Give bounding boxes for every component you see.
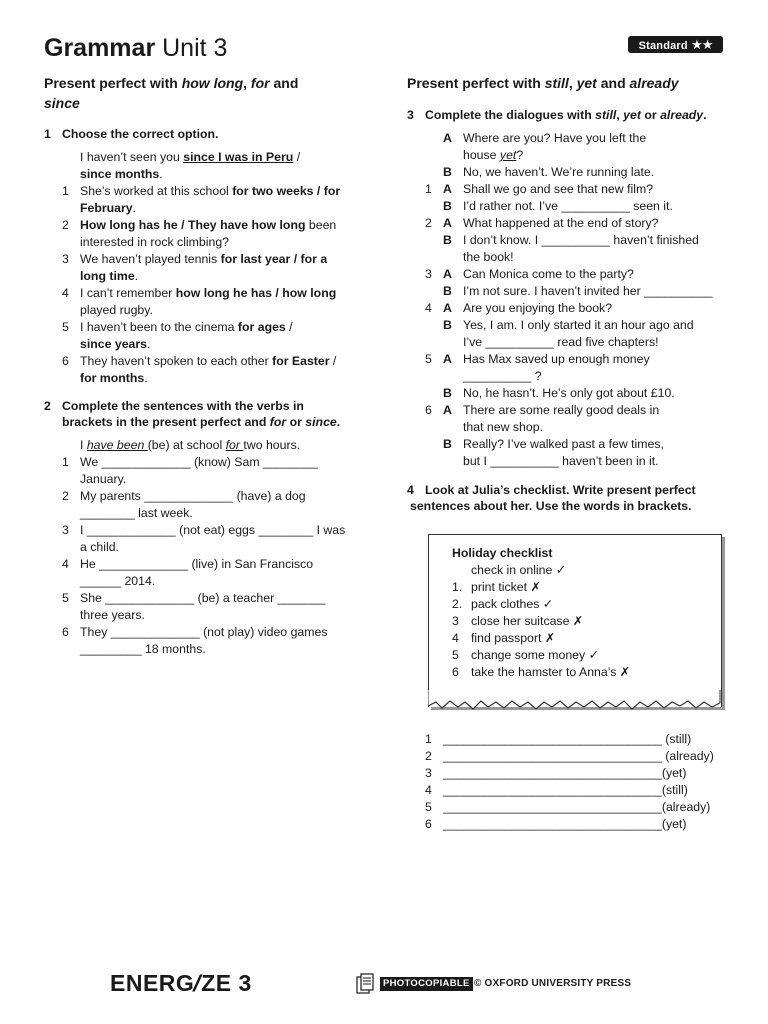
ex3-item-number: 2: [425, 216, 432, 230]
energize-logo: [110, 970, 252, 997]
checklist-number: 5: [452, 648, 459, 662]
ex1-number: 1: [44, 127, 51, 141]
ex1-item-number: 2: [62, 218, 69, 232]
title-grammar: Grammar: [44, 34, 156, 62]
ex3-speaker: A: [443, 216, 452, 230]
heading-since: since: [44, 95, 80, 111]
item-options: February: [80, 201, 133, 215]
item-options: for Easter: [272, 354, 330, 368]
item-slash: /: [285, 320, 293, 334]
ex3-dialogue-line: [463, 147, 523, 163]
heading-text: Present perfect with: [407, 75, 545, 91]
ex2-example: [80, 437, 300, 453]
ex3-speaker: B: [443, 199, 452, 213]
check-icon: ✓: [542, 597, 554, 611]
cross-icon: ✗: [544, 631, 556, 645]
ex1-item-number: 5: [62, 320, 69, 334]
ex1-item-3-line2: [80, 268, 138, 284]
example-answer: yet: [499, 148, 517, 162]
instruction-yet: yet: [623, 108, 641, 122]
answer-number: 3: [425, 766, 432, 780]
item-dot: .: [134, 269, 139, 283]
checklist-item: close her suitcase ✗: [471, 614, 584, 628]
right-section-heading: [407, 73, 679, 93]
ex3-item-number: 6: [425, 403, 432, 417]
item-dot: .: [144, 371, 148, 385]
answer-number: 5: [425, 800, 432, 814]
ex3-speaker: A: [443, 403, 452, 417]
checklist-title: Holiday checklist: [452, 546, 553, 560]
item-options: for months: [80, 371, 145, 385]
example-text: (be) at school: [147, 438, 226, 452]
instruction-since: since: [305, 415, 337, 429]
ex3-item-number: 3: [425, 267, 432, 281]
ex1-item-2-line2: interested in rock climbing?: [80, 235, 229, 249]
ex3-instruction: [425, 107, 707, 123]
ex3-dialogue-line: Where are you? Have you left the: [463, 131, 647, 145]
checklist-item: find passport ✗: [471, 631, 556, 645]
checklist-item: pack clothes ✓: [471, 597, 554, 611]
example-text: I haven’t seen you: [80, 150, 184, 164]
page-title: [44, 32, 227, 64]
heading-text: Present perfect with: [44, 75, 182, 91]
ex1-item-5-line1: [80, 319, 293, 335]
ex3-dialogue-line: There are some really good deals in: [463, 403, 660, 417]
ex1-item-2-line1: [80, 217, 336, 233]
line-text: house: [463, 148, 500, 162]
item-dot: .: [147, 337, 151, 351]
ex2-item-1-line2: January.: [80, 472, 127, 486]
ex2-item-number: 5: [62, 591, 69, 605]
ex2-item-6-line2: _________ 18 months.: [80, 642, 206, 656]
torn-edge: [428, 690, 726, 716]
example-text: two hours.: [243, 438, 301, 452]
ex1-item-4-line1: [80, 285, 336, 301]
ex3-dialogue-line: Yes, I am. I only started it an hour ago and: [463, 318, 694, 332]
check-icon: ✓: [555, 563, 567, 577]
ex3-speaker: B: [443, 284, 452, 298]
heading-still: still: [544, 75, 569, 91]
heading-and: and: [269, 75, 299, 91]
ex3-dialogue-line: Has Max saved up enough money: [463, 352, 650, 366]
ex1-item-1-line1: [80, 183, 340, 199]
ex3-speaker: A: [443, 131, 452, 145]
heading-already: already: [629, 75, 679, 91]
cross-icon: ✗: [572, 614, 584, 628]
publisher-credit: © OXFORD UNIVERSITY PRESS: [474, 978, 632, 989]
ex3-dialogue-line: I’d rather not. I’ve __________ seen it.: [463, 199, 673, 213]
checklist-number: 4: [452, 631, 459, 645]
ex3-speaker: A: [443, 267, 452, 281]
item-dot: .: [132, 201, 137, 215]
example-answer: for: [225, 438, 244, 452]
instruction-text: Complete the dialogues with: [425, 108, 596, 122]
instruction-for: for: [269, 415, 287, 429]
item-slash: /: [329, 354, 337, 368]
ex3-dialogue-line: What happened at the end of story?: [463, 216, 659, 230]
ex2-number: 2: [44, 399, 51, 413]
ex3-dialogue-line: I’ve __________ read five chapters!: [463, 335, 659, 349]
item-options: how long he has / how long: [175, 286, 337, 300]
checklist-item: print ticket ✗: [471, 580, 541, 594]
instruction-already: already: [660, 108, 704, 122]
ex2-item-3-line2: a child.: [80, 540, 119, 554]
item-text: I haven’t been to the cinema: [80, 320, 238, 334]
ex1-example-line2: [80, 166, 163, 182]
instruction-dot: .: [703, 108, 707, 122]
example-dot: .: [159, 167, 163, 181]
ex3-speaker: B: [443, 437, 452, 451]
example-option-correct: since I was in Peru: [183, 150, 294, 164]
heading-and: and: [596, 75, 630, 91]
cross-icon: ✗: [530, 580, 541, 594]
ex3-dialogue-line: No, we haven’t. We’re running late.: [463, 165, 655, 179]
item-text: been: [305, 218, 337, 232]
instruction-or: or: [640, 108, 661, 122]
ex3-dialogue-line: Shall we go and see that new film?: [463, 182, 654, 196]
checklist-item: check in online ✓: [471, 563, 567, 577]
level-badge: [628, 36, 723, 53]
ex1-example-line1: [80, 149, 300, 165]
answer-number: 4: [425, 783, 432, 797]
ex2-item-4-line2: ______ 2014.: [80, 574, 156, 588]
ex2-item-4-line1: He _____________ (live) in San Francisco: [80, 557, 314, 571]
ex4-number: 4: [407, 483, 414, 497]
heading-how-long: how long: [181, 75, 244, 91]
ex3-speaker: B: [443, 386, 452, 400]
answer-number: 6: [425, 817, 432, 831]
heading-for: for: [250, 75, 270, 91]
checklist-number: 1.: [452, 580, 463, 594]
instruction-or: or: [286, 415, 306, 429]
ex3-speaker: A: [443, 352, 452, 366]
ex3-dialogue-line: I don’t know. I __________ haven’t finished: [463, 233, 699, 247]
ex3-item-number: 5: [425, 352, 432, 366]
ex3-speaker: B: [443, 165, 452, 179]
ex1-item-number: 4: [62, 286, 69, 300]
ex3-dialogue-line: Are you enjoying the book?: [463, 301, 613, 315]
ex1-item-number: 1: [62, 184, 69, 198]
ex1-item-5-line2: [80, 336, 150, 352]
answer-line[interactable]: ________________________________(yet): [443, 817, 687, 831]
ex3-item-number: 1: [425, 182, 432, 196]
ex3-speaker: B: [443, 233, 452, 247]
checklist-item: take the hamster to Anna’s ✗: [471, 665, 631, 679]
checklist-number: 3: [452, 614, 459, 628]
ex3-dialogue-line: but I __________ haven’t been in it.: [463, 454, 659, 468]
ex2-item-number: 1: [62, 455, 69, 469]
answer-number: 2: [425, 749, 432, 763]
ex3-speaker: A: [443, 301, 452, 315]
item-text: I can’t remember: [80, 286, 176, 300]
ex1-instruction: Choose the correct option.: [62, 127, 219, 141]
ex2-item-number: 2: [62, 489, 69, 503]
photocopiable-label: PHOTOCOPIABLE: [380, 977, 473, 991]
example-slash: /: [293, 150, 301, 164]
cross-icon: ✗: [619, 665, 631, 679]
ex1-item-6-line1: [80, 353, 336, 369]
ex1-item-1-line2: [80, 200, 136, 216]
ex3-dialogue-line: Can Monica come to the party?: [463, 267, 634, 281]
example-answer: have been: [86, 438, 148, 452]
ex3-item-number: 4: [425, 301, 432, 315]
ex2-instruction-line1: Complete the sentences with the verbs in: [62, 399, 304, 413]
ex2-item-2-line2: ________ last week.: [80, 506, 193, 520]
checklist-number: 2.: [452, 597, 463, 611]
ex2-instruction-line2: [62, 414, 340, 430]
photocopy-icon: [356, 973, 376, 995]
answer-line[interactable]: ________________________________(yet): [443, 766, 687, 780]
answer-line[interactable]: ________________________________(still): [443, 783, 688, 797]
ex1-item-6-line2: [80, 370, 148, 386]
item-options: How long has he / They have how long: [80, 218, 306, 232]
example-option: since months: [80, 167, 160, 181]
logo-part: ENERG: [110, 970, 195, 996]
answer-line[interactable]: ________________________________ (still): [443, 732, 692, 746]
ex3-dialogue-line: I’m not sure. I haven’t invited her __________: [463, 284, 713, 298]
instruction-still: still: [595, 108, 617, 122]
logo-part: ZE 3: [201, 970, 252, 996]
ex2-item-number: 4: [62, 557, 69, 571]
ex2-item-6-line1: They _____________ (not play) video games: [80, 625, 328, 639]
star-icon: ★★: [691, 37, 713, 52]
ex3-dialogue-line: the book!: [463, 250, 514, 264]
ex3-dialogue-line: that new shop.: [463, 420, 543, 434]
line-text: ?: [516, 148, 524, 162]
heading-yet: yet: [576, 75, 597, 91]
item-text: She’s worked at this school: [80, 184, 233, 198]
ex2-item-1-line1: We _____________ (know) Sam ________: [80, 455, 318, 469]
heading-comma: ,: [243, 75, 251, 91]
ex3-dialogue-line: No, he hasn’t. He’s only got about £10.: [463, 386, 675, 400]
item-text: We haven’t played tennis: [80, 252, 221, 266]
instruction-comma: ,: [616, 108, 624, 122]
ex1-item-number: 6: [62, 354, 69, 368]
answer-number: 1: [425, 732, 432, 746]
answer-line[interactable]: ________________________________ (already): [443, 749, 714, 763]
logo-slash: /: [190, 970, 205, 996]
item-options: for ages: [237, 320, 286, 334]
ex4-instruction-line1: Look at Julia’s checklist. Write present perfect: [425, 483, 696, 497]
checklist-number: 6: [452, 665, 459, 679]
instruction-dot: .: [336, 415, 341, 429]
ex2-item-number: 3: [62, 523, 69, 537]
ex2-item-5-line1: She _____________ (be) a teacher _______: [80, 591, 326, 605]
ex1-item-4-line2: played rugby.: [80, 303, 153, 317]
item-options: for last year / for a: [220, 252, 328, 266]
heading-comma: ,: [568, 75, 577, 91]
ex2-item-5-line2: three years.: [80, 608, 145, 622]
ex3-speaker: B: [443, 318, 452, 332]
ex2-item-2-line1: My parents _____________ (have) a dog: [80, 489, 306, 503]
ex3-number: 3: [407, 108, 414, 122]
ex3-speaker: A: [443, 182, 452, 196]
ex2-item-3-line1: I _____________ (not eat) eggs ________ I was: [80, 523, 346, 537]
badge-label: Standard: [638, 40, 688, 52]
ex1-item-number: 3: [62, 252, 69, 266]
item-options: for two weeks / for: [232, 184, 341, 198]
ex2-item-number: 6: [62, 625, 69, 639]
left-section-heading: [44, 73, 298, 93]
answer-line[interactable]: ________________________________(already): [443, 800, 711, 814]
example-text: I: [80, 438, 87, 452]
ex1-item-3-line1: [80, 251, 327, 267]
instruction-text: brackets in the present perfect and: [62, 415, 270, 429]
ex4-instruction-line2: sentences about her. Use the words in brackets.: [410, 499, 692, 513]
checklist-item: change some money ✓: [471, 648, 599, 662]
check-icon: ✓: [588, 648, 599, 662]
item-text: They haven’t spoken to each other: [80, 354, 273, 368]
item-options: since years: [80, 337, 148, 351]
ex3-dialogue-line: __________ ?: [463, 369, 542, 383]
item-options: long time: [80, 269, 135, 283]
ex3-dialogue-line: Really? I’ve walked past a few times,: [463, 437, 664, 451]
title-unit: Unit 3: [155, 34, 228, 62]
